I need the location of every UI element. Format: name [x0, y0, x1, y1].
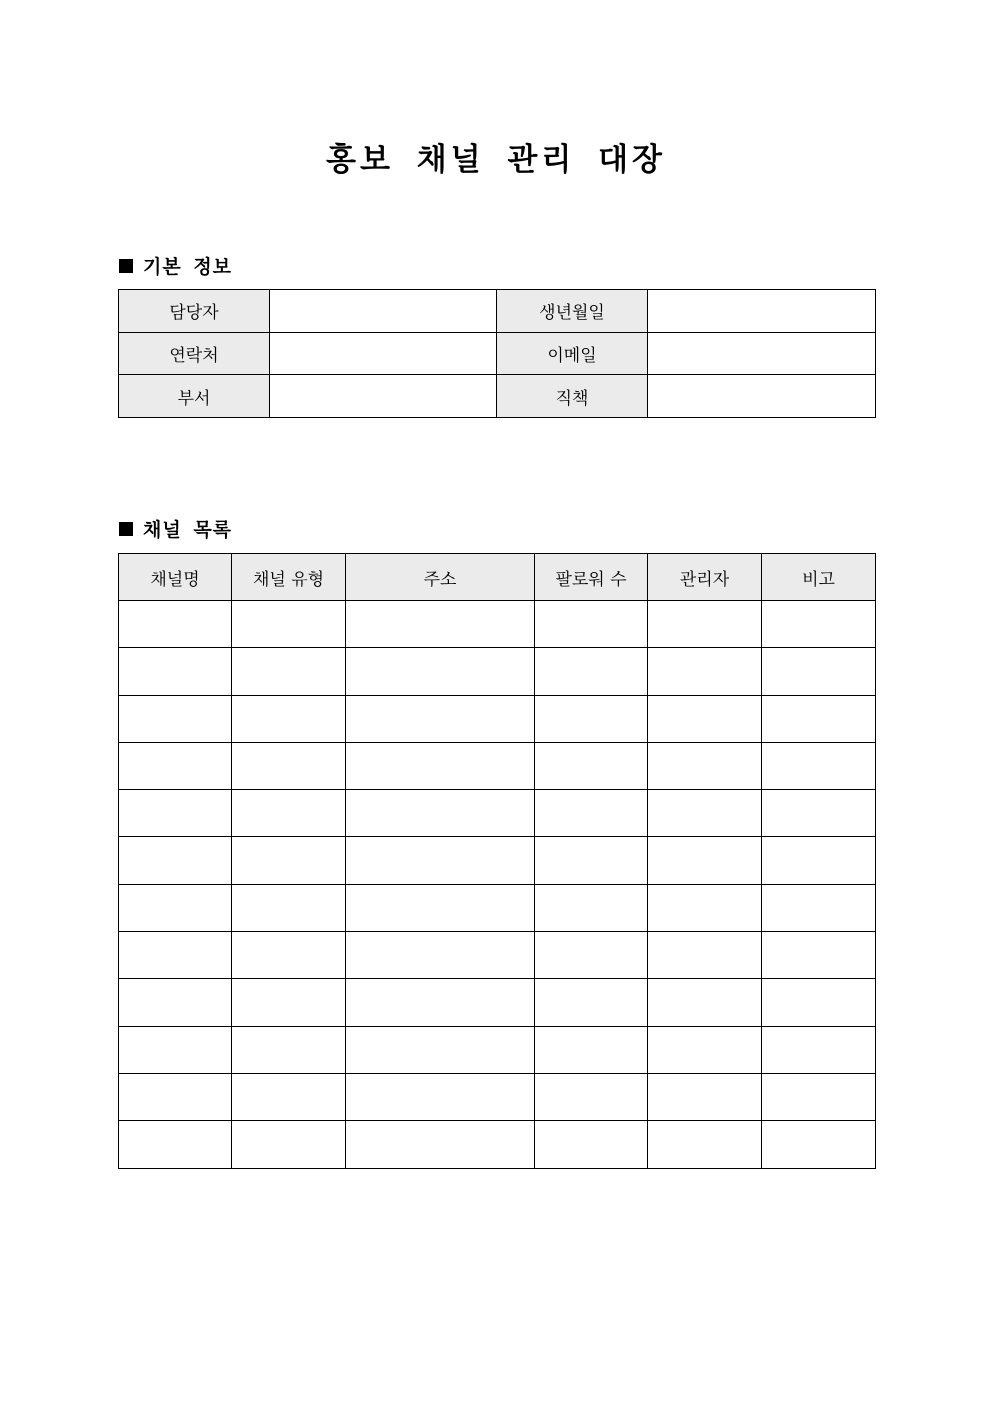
table-cell[interactable] — [119, 695, 232, 742]
table-row — [119, 648, 876, 695]
table-cell[interactable] — [535, 1121, 648, 1168]
table-cell[interactable] — [762, 979, 876, 1026]
table-cell[interactable] — [119, 979, 232, 1026]
table-cell[interactable] — [119, 601, 232, 648]
field-value[interactable] — [270, 290, 497, 333]
table-cell[interactable] — [648, 790, 762, 837]
table-cell[interactable] — [648, 932, 762, 979]
table-cell[interactable] — [232, 884, 346, 931]
table-cell[interactable] — [119, 932, 232, 979]
table-row — [119, 1073, 876, 1120]
column-header: 비고 — [762, 554, 876, 601]
field-label: 담당자 — [119, 290, 270, 333]
column-header: 관리자 — [648, 554, 762, 601]
table-cell[interactable] — [346, 932, 535, 979]
table-row — [119, 979, 876, 1026]
section-heading-label: 채널 목록 — [143, 519, 233, 541]
document-title: 홍보 채널 관리 대장 — [326, 142, 666, 178]
table-cell[interactable] — [535, 742, 648, 789]
table-cell[interactable] — [648, 648, 762, 695]
table-cell[interactable] — [232, 837, 346, 884]
table-cell[interactable] — [648, 979, 762, 1026]
table-cell[interactable] — [346, 1073, 535, 1120]
field-value[interactable] — [648, 290, 876, 333]
square-bullet-icon — [119, 259, 133, 273]
column-header: 주소 — [346, 554, 535, 601]
column-header: 채널 유형 — [232, 554, 346, 601]
table-row — [119, 742, 876, 789]
table-cell[interactable] — [346, 790, 535, 837]
table-cell[interactable] — [762, 1026, 876, 1073]
table-cell[interactable] — [232, 932, 346, 979]
table-cell[interactable] — [232, 979, 346, 1026]
table-cell[interactable] — [346, 837, 535, 884]
table-cell[interactable] — [535, 932, 648, 979]
table-cell[interactable] — [762, 932, 876, 979]
table-cell[interactable] — [648, 1073, 762, 1120]
table-cell[interactable] — [232, 742, 346, 789]
section-heading-channel-list — [119, 515, 232, 542]
table-row — [119, 290, 876, 333]
table-row — [119, 932, 876, 979]
channel-table-body — [119, 601, 876, 1169]
table-cell[interactable] — [648, 1026, 762, 1073]
section-heading-basic-info — [119, 252, 232, 279]
table-cell[interactable] — [762, 1073, 876, 1120]
table-cell[interactable] — [648, 695, 762, 742]
table-header-row — [119, 554, 876, 601]
channel-list-table — [118, 553, 876, 1169]
column-header: 채널명 — [119, 554, 232, 601]
field-label: 부서 — [119, 375, 270, 418]
field-label: 연락처 — [119, 332, 270, 375]
table-cell[interactable] — [535, 648, 648, 695]
table-row — [119, 884, 876, 931]
table-row — [119, 790, 876, 837]
table-cell[interactable] — [535, 790, 648, 837]
table-row — [119, 695, 876, 742]
table-cell[interactable] — [535, 837, 648, 884]
square-bullet-icon — [119, 522, 133, 536]
table-cell[interactable] — [232, 1026, 346, 1073]
table-cell[interactable] — [648, 884, 762, 931]
table-cell[interactable] — [762, 742, 876, 789]
table-cell[interactable] — [346, 884, 535, 931]
table-cell[interactable] — [119, 742, 232, 789]
table-cell[interactable] — [535, 1026, 648, 1073]
table-row — [119, 601, 876, 648]
table-cell[interactable] — [762, 695, 876, 742]
table-cell[interactable] — [346, 1121, 535, 1168]
table-cell[interactable] — [762, 837, 876, 884]
field-value[interactable] — [270, 332, 497, 375]
table-cell[interactable] — [232, 790, 346, 837]
table-cell[interactable] — [762, 1121, 876, 1168]
table-row — [119, 1026, 876, 1073]
table-cell[interactable] — [232, 1073, 346, 1120]
table-cell[interactable] — [535, 884, 648, 931]
table-cell[interactable] — [762, 884, 876, 931]
table-cell[interactable] — [346, 601, 535, 648]
table-cell[interactable] — [119, 837, 232, 884]
field-value[interactable] — [648, 375, 876, 418]
column-header: 팔로워 수 — [535, 554, 648, 601]
table-cell[interactable] — [119, 1073, 232, 1120]
table-cell[interactable] — [762, 601, 876, 648]
table-cell[interactable] — [346, 742, 535, 789]
table-cell[interactable] — [535, 1073, 648, 1120]
table-cell[interactable] — [535, 695, 648, 742]
table-cell[interactable] — [119, 1121, 232, 1168]
field-value[interactable] — [648, 332, 876, 375]
table-row — [119, 375, 876, 418]
table-cell[interactable] — [535, 601, 648, 648]
section-heading-label: 기본 정보 — [143, 256, 233, 278]
field-label: 직책 — [497, 375, 648, 418]
field-value[interactable] — [270, 375, 497, 418]
basic-info-table — [118, 289, 876, 418]
table-cell[interactable] — [346, 648, 535, 695]
field-label: 생년월일 — [497, 290, 648, 333]
table-cell[interactable] — [346, 1026, 535, 1073]
table-cell[interactable] — [119, 1026, 232, 1073]
table-cell[interactable] — [762, 790, 876, 837]
table-cell[interactable] — [119, 790, 232, 837]
table-cell[interactable] — [232, 601, 346, 648]
table-cell[interactable] — [346, 695, 535, 742]
table-cell[interactable] — [535, 979, 648, 1026]
table-cell[interactable] — [232, 1121, 346, 1168]
field-label: 이메일 — [497, 332, 648, 375]
table-cell[interactable] — [232, 648, 346, 695]
table-cell[interactable] — [232, 695, 346, 742]
table-row — [119, 1121, 876, 1168]
table-cell[interactable] — [346, 979, 535, 1026]
table-cell[interactable] — [648, 837, 762, 884]
table-cell[interactable] — [648, 1121, 762, 1168]
table-cell[interactable] — [648, 742, 762, 789]
table-row — [119, 332, 876, 375]
table-cell[interactable] — [648, 601, 762, 648]
table-cell[interactable] — [762, 648, 876, 695]
table-cell[interactable] — [119, 884, 232, 931]
table-cell[interactable] — [119, 648, 232, 695]
table-row — [119, 837, 876, 884]
